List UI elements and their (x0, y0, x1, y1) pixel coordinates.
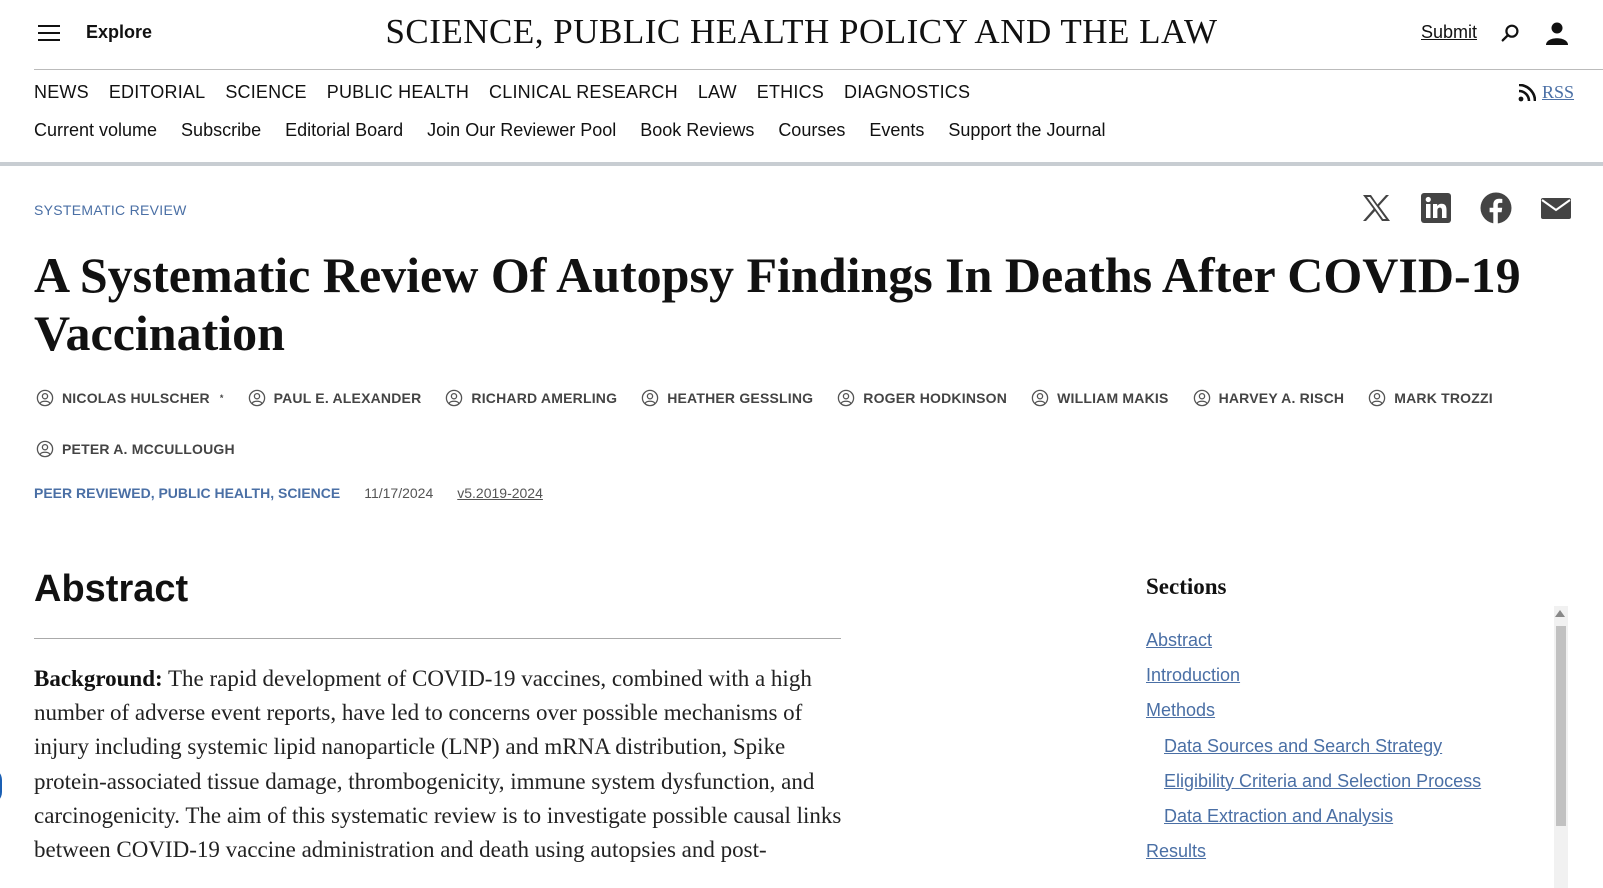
nav-events[interactable]: Events (869, 120, 925, 140)
scroll-up-arrow-icon[interactable] (1555, 610, 1565, 617)
rss-label: RSS (1542, 82, 1575, 102)
site-header (0, 0, 1603, 70)
section-link-results[interactable]: Results (1146, 841, 1207, 862)
section-item (1146, 630, 1481, 665)
person-circle-icon (1193, 389, 1211, 407)
submit-link[interactable]: Submit (1421, 22, 1478, 42)
author-name: NICOLAS HULSCHER (62, 390, 210, 406)
nav-news[interactable]: NEWS (34, 82, 89, 102)
facebook-icon[interactable] (1480, 192, 1512, 224)
nav-support-journal[interactable]: Support the Journal (948, 120, 1106, 140)
section-link-data-sources-and-search-strategy[interactable]: Data Sources and Search Strategy (1164, 735, 1443, 756)
author-name: HARVEY A. RISCH (1218, 390, 1345, 406)
nav-science[interactable]: SCIENCE (225, 82, 307, 102)
author-mark-trozzi[interactable] (1368, 388, 1493, 408)
floating-side-tab[interactable] (0, 768, 2, 804)
linkedin-icon[interactable] (1420, 192, 1452, 224)
rss-link[interactable] (1518, 82, 1574, 103)
nav-ethics[interactable]: ETHICS (756, 82, 824, 102)
person-circle-icon (837, 389, 855, 407)
user-icon[interactable] (1544, 20, 1570, 46)
category-links[interactable]: PEER REVIEWED, PUBLIC HEALTH, SCIENCE (34, 485, 341, 501)
sections-nav (1146, 630, 1481, 876)
author-richard-amerling[interactable] (445, 388, 617, 408)
author-name: ROGER HODKINSON (863, 390, 1008, 406)
section-link-abstract[interactable]: Abstract (1146, 630, 1213, 650)
secondary-nav (34, 120, 1105, 141)
search-icon[interactable] (1500, 22, 1522, 44)
section-link-methods[interactable]: Methods (1146, 700, 1216, 721)
article-type-link[interactable]: SYSTEMATIC REVIEW (34, 202, 187, 218)
abstract-text (34, 662, 844, 867)
rss-icon (1518, 84, 1536, 102)
nav-diagnostics[interactable]: DIAGNOSTICS (844, 82, 971, 102)
section-link-data-extraction-and-analysis[interactable]: Data Extraction and Analysis (1164, 805, 1394, 826)
share-bar (1360, 192, 1572, 224)
article-title: A Systematic Review Of Autopsy Findings In Deaths After COVID-19 Vaccination (34, 247, 1521, 361)
sections-title: Sections (1146, 574, 1227, 599)
abstract-divider (34, 638, 841, 639)
author-heather-gessling[interactable] (641, 388, 813, 408)
nav-editorial[interactable]: EDITORIAL (108, 82, 206, 102)
person-circle-icon (641, 389, 659, 407)
nav-reviewer-pool[interactable]: Join Our Reviewer Pool (427, 120, 617, 140)
author-william-makis[interactable] (1031, 388, 1168, 408)
section-item (1146, 736, 1481, 771)
author-list (36, 388, 1536, 459)
section-item (1146, 771, 1481, 806)
article-meta (34, 485, 543, 501)
primary-nav (34, 82, 970, 103)
section-link-introduction[interactable]: Introduction (1146, 665, 1241, 686)
nav-divider (0, 162, 1603, 166)
scrollbar-thumb[interactable] (1556, 626, 1566, 826)
x-icon[interactable] (1360, 192, 1392, 224)
nav-editorial-board[interactable]: Editorial Board (285, 120, 404, 140)
nav-courses[interactable]: Courses (778, 120, 846, 140)
author-name: HEATHER GESSLING (667, 390, 814, 406)
section-item (1146, 841, 1481, 876)
nav-law[interactable]: LAW (697, 82, 737, 102)
author-name: WILLIAM MAKIS (1057, 390, 1169, 406)
abstract-body-text: The rapid development of COVID-19 vaccines, combined with a high number of adverse event reports, have led to concerns over possible mechanisms of injury including systemic lipid nanoparticle (LNP) and mRNA distribution, Spike protein-associated tissue damage, thrombogenicity, immune system dysfunction, and carcinogenicity. The aim of this systematic review is to investigate possible causal links between COVID-19 vaccine administration and death using autopsies and post- (34, 666, 842, 863)
person-circle-icon (445, 389, 463, 407)
explore-button[interactable]: Explore (86, 22, 153, 42)
author-nicolas-hulscher[interactable] (36, 388, 224, 408)
site-title[interactable]: SCIENCE, PUBLIC HEALTH POLICY AND THE LAW (385, 12, 1218, 51)
email-icon[interactable] (1540, 192, 1572, 224)
section-item (1146, 806, 1481, 841)
person-circle-icon (36, 389, 54, 407)
person-circle-icon (1031, 389, 1049, 407)
nav-current-volume[interactable]: Current volume (34, 120, 158, 140)
abstract-lead: Background: (34, 666, 163, 691)
author-harvey-a-risch[interactable] (1193, 388, 1345, 408)
publish-date: 11/17/2024 (364, 485, 434, 501)
corresponding-author-mark: * (219, 393, 224, 403)
author-name: PETER A. MCCULLOUGH (62, 441, 235, 457)
author-paul-e-alexander[interactable] (248, 388, 422, 408)
nav-book-reviews[interactable]: Book Reviews (640, 120, 755, 140)
section-item (1146, 700, 1481, 735)
section-link-eligibility-criteria-and-selection-process[interactable]: Eligibility Criteria and Selection Process (1164, 770, 1482, 791)
section-item (1146, 665, 1481, 700)
person-circle-icon (1368, 389, 1386, 407)
nav-public-health[interactable]: PUBLIC HEALTH (326, 82, 470, 102)
person-circle-icon (248, 389, 266, 407)
nav-clinical-research[interactable]: CLINICAL RESEARCH (489, 82, 678, 102)
author-peter-a-mccullough[interactable] (36, 439, 235, 459)
abstract-heading: Abstract (34, 568, 189, 610)
nav-subscribe[interactable]: Subscribe (181, 120, 262, 140)
author-name: PAUL E. ALEXANDER (273, 390, 422, 406)
author-name: RICHARD AMERLING (471, 390, 618, 406)
author-name: MARK TROZZI (1394, 390, 1493, 406)
author-roger-hodkinson[interactable] (837, 388, 1007, 408)
person-circle-icon (36, 440, 54, 458)
version-link[interactable]: v5.2019-2024 (457, 485, 543, 501)
header-divider (34, 69, 1603, 70)
